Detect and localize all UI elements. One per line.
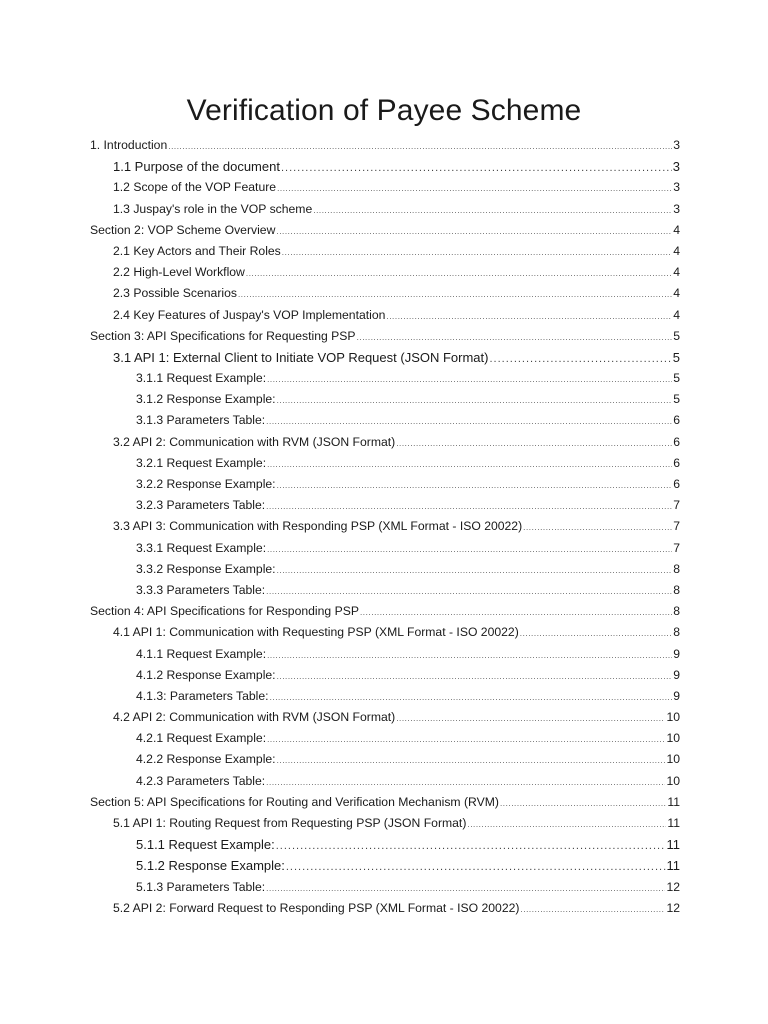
toc-entry-label: 1. Introduction (90, 138, 168, 152)
toc-entry[interactable] (90, 135, 680, 156)
toc-dot-leader (267, 645, 672, 666)
toc-entry[interactable] (90, 305, 680, 326)
toc-page-number: 3 (673, 138, 680, 152)
toc-dot-leader (267, 729, 665, 750)
toc-dot-leader (277, 666, 673, 687)
toc-entry[interactable] (90, 834, 680, 855)
toc-dot-leader (266, 496, 672, 517)
toc-page-number: 12 (666, 879, 680, 894)
toc-entry-label: Section 3: API Specifications for Requesting PSP (90, 328, 356, 343)
toc-page-number: 4 (673, 286, 680, 301)
toc-entry-label: 2.3 Possible Scenarios (113, 286, 237, 301)
toc-entry-label: 5.1.3 Parameters Table: (136, 879, 266, 894)
toc-dot-leader (246, 263, 672, 284)
toc-entry[interactable] (90, 389, 680, 410)
toc-page-number: 6 (673, 477, 680, 491)
toc-entry-label: Section 5: API Specifications for Routing and Verification Mechanism (RVM) (90, 794, 499, 809)
toc-entry-label: 3.2.3 Parameters Table: (136, 498, 266, 513)
toc-entry-label: 4.1 API 1: Communication with Requesting PSP (XML Format - ISO 20022) (113, 625, 519, 640)
toc-entry-label: 3.3 API 3: Communication with Responding PSP (XML Format - ISO 20022) (113, 519, 523, 534)
toc-dot-leader (282, 242, 672, 263)
toc-dot-leader (277, 560, 673, 581)
toc-entry-label: 3.2.2 Response Example: (136, 477, 276, 491)
toc-dot-leader (266, 411, 672, 432)
toc-page-number: 9 (673, 646, 680, 661)
toc-dot-leader (277, 750, 666, 771)
toc-page-number: 10 (666, 773, 680, 788)
toc-page-number: 4 (673, 307, 680, 322)
toc-entry[interactable] (90, 347, 680, 368)
toc-entry[interactable] (90, 707, 680, 728)
toc-entry-label: 3.3.3 Parameters Table: (136, 582, 266, 597)
toc-entry[interactable] (90, 771, 680, 792)
toc-entry[interactable] (90, 474, 680, 495)
toc-entry-label: Section 4: API Specifications for Responding PSP (90, 604, 359, 619)
toc-entry[interactable] (90, 644, 680, 665)
toc-page-number: 10 (666, 731, 680, 746)
toc-entry[interactable] (90, 559, 680, 580)
toc-dot-leader (277, 178, 672, 199)
toc-dot-leader (270, 687, 673, 708)
toc-page-number: 8 (673, 561, 680, 576)
toc-dot-leader (277, 390, 673, 411)
toc-entry-label: 5.2 API 2: Forward Request to Responding PSP (XML Format - ISO 20022) (113, 900, 520, 915)
toc-entry-label: 1.3 Juspay's role in the VOP scheme (113, 201, 313, 216)
toc-page-number: 11 (666, 858, 680, 874)
toc-dot-leader (266, 581, 672, 602)
toc-dot-leader (360, 602, 672, 623)
toc-entry-label: 3.1.1 Request Example: (136, 371, 267, 386)
toc-entry-label: 3.1 API 1: External Client to Initiate VOP Request (JSON Format) (113, 349, 489, 365)
toc-entry-label: 3.1.3 Parameters Table: (136, 413, 266, 428)
toc-page-number: 7 (673, 540, 680, 555)
toc-entry-label: 2.2 High-Level Workflow (113, 265, 245, 280)
toc-entry[interactable] (90, 580, 680, 601)
toc-dot-leader (276, 836, 666, 857)
toc-entry[interactable] (90, 749, 680, 770)
toc-entry-label: 4.1.3: Parameters Table: (136, 688, 269, 703)
toc-entry-label: 3.1.2 Response Example: (136, 392, 276, 407)
toc-page-number: 6 (673, 413, 680, 428)
table-of-contents (90, 135, 680, 919)
toc-dot-leader (276, 221, 672, 242)
toc-entry-label: 4.2 API 2: Communication with RVM (JSON Format) (113, 710, 396, 725)
toc-dot-leader (467, 814, 666, 835)
toc-dot-leader (357, 327, 673, 348)
toc-dot-leader (266, 772, 665, 793)
toc-entry[interactable] (90, 410, 680, 431)
toc-page-number: 5 (673, 328, 680, 343)
toc-entry[interactable] (90, 262, 680, 283)
toc-dot-leader (277, 475, 673, 496)
toc-dot-leader (520, 623, 672, 644)
toc-page-number: 12 (666, 900, 680, 915)
toc-dot-leader (313, 200, 672, 221)
toc-page-number: 5 (673, 392, 680, 407)
toc-page-number: 10 (666, 710, 680, 725)
toc-entry-label: 3.2 API 2: Communication with RVM (JSON Format) (113, 434, 396, 449)
toc-entry[interactable] (90, 855, 680, 876)
toc-entry[interactable] (90, 813, 680, 834)
toc-dot-leader (267, 539, 672, 560)
toc-dot-leader (386, 306, 672, 327)
toc-entry-label: 5.1.2 Response Example: (136, 858, 285, 874)
toc-entry-label: 3.3.1 Request Example: (136, 540, 267, 555)
toc-page-number: 4 (673, 243, 680, 258)
toc-entry[interactable] (90, 495, 680, 516)
toc-page-number: 8 (673, 582, 680, 597)
toc-entry-label: 4.1.2 Response Example: (136, 667, 276, 682)
toc-entry[interactable] (90, 665, 680, 686)
toc-entry[interactable] (90, 368, 680, 389)
toc-entry[interactable] (90, 538, 680, 559)
toc-page-number: 7 (673, 519, 680, 534)
toc-page-number: 5 (672, 349, 680, 365)
toc-entry[interactable] (90, 601, 680, 622)
toc-entry-label: 1.2 Scope of the VOP Feature (113, 180, 277, 195)
toc-dot-leader (238, 284, 672, 305)
toc-page-number: 4 (673, 222, 680, 237)
toc-page-number: 3 (673, 201, 680, 216)
toc-dot-leader (520, 899, 665, 920)
toc-page-number: 3 (672, 159, 680, 175)
toc-entry[interactable] (90, 453, 680, 474)
page-title: Verification of Payee Scheme (186, 94, 582, 127)
toc-entry[interactable] (90, 220, 680, 241)
toc-entry[interactable] (90, 156, 680, 177)
toc-dot-leader (489, 349, 671, 370)
toc-entry[interactable] (90, 622, 680, 643)
toc-page-number: 8 (673, 625, 680, 640)
toc-entry[interactable] (90, 728, 680, 749)
toc-entry-label: 2.1 Key Actors and Their Roles (113, 243, 281, 258)
toc-entry-label: 1.1 Purpose of the document (113, 159, 280, 175)
toc-entry[interactable] (90, 177, 680, 198)
toc-entry-label: 2.4 Key Features of Juspay's VOP Implementation (113, 307, 386, 322)
toc-dot-leader (286, 857, 666, 878)
toc-entry[interactable] (90, 199, 680, 220)
toc-entry[interactable] (90, 516, 680, 537)
toc-entry-label: 4.2.2 Response Example: (136, 752, 276, 767)
toc-entry[interactable] (90, 326, 680, 347)
toc-entry[interactable] (90, 686, 680, 707)
toc-page-number: 11 (667, 794, 680, 809)
toc-page-number: 6 (673, 434, 680, 449)
toc-page-number: 10 (666, 752, 680, 767)
toc-entry-label: 5.1.1 Request Example: (136, 837, 275, 853)
toc-entry-label: 4.1.1 Request Example: (136, 646, 267, 661)
toc-entry[interactable] (90, 898, 680, 919)
toc-page-number: 8 (673, 604, 680, 619)
toc-page-number: 11 (666, 837, 680, 853)
toc-page-number: 5 (673, 371, 680, 386)
toc-dot-leader (523, 517, 672, 538)
toc-entry[interactable] (90, 283, 680, 304)
toc-entry[interactable] (90, 877, 680, 898)
toc-dot-leader (500, 793, 666, 814)
toc-page-number: 6 (673, 455, 680, 470)
toc-entry[interactable] (90, 241, 680, 262)
toc-dot-leader (396, 433, 672, 454)
toc-page-number: 3 (673, 180, 680, 195)
toc-dot-leader (267, 454, 672, 475)
toc-page-number: 4 (673, 265, 680, 280)
toc-entry-label: 5.1 API 1: Routing Request from Requesting PSP (JSON Format) (113, 816, 467, 830)
toc-entry-label: 4.2.1 Request Example: (136, 731, 267, 746)
toc-page-number: 11 (667, 816, 680, 830)
toc-entry-label: 3.2.1 Request Example: (136, 455, 267, 470)
toc-entry[interactable] (90, 432, 680, 453)
toc-entry-label: 3.3.2 Response Example: (136, 561, 276, 576)
toc-page-number: 9 (673, 688, 680, 703)
toc-dot-leader (267, 369, 672, 390)
toc-entry[interactable] (90, 792, 680, 813)
toc-page-number: 9 (673, 667, 680, 682)
toc-entry-label: Section 2: VOP Scheme Overview (90, 222, 276, 237)
toc-entry-label: 4.2.3 Parameters Table: (136, 773, 266, 788)
toc-dot-leader (266, 878, 665, 899)
toc-dot-leader (168, 136, 672, 157)
toc-dot-leader (281, 158, 672, 179)
toc-dot-leader (396, 708, 665, 729)
toc-page-number: 7 (673, 498, 680, 513)
